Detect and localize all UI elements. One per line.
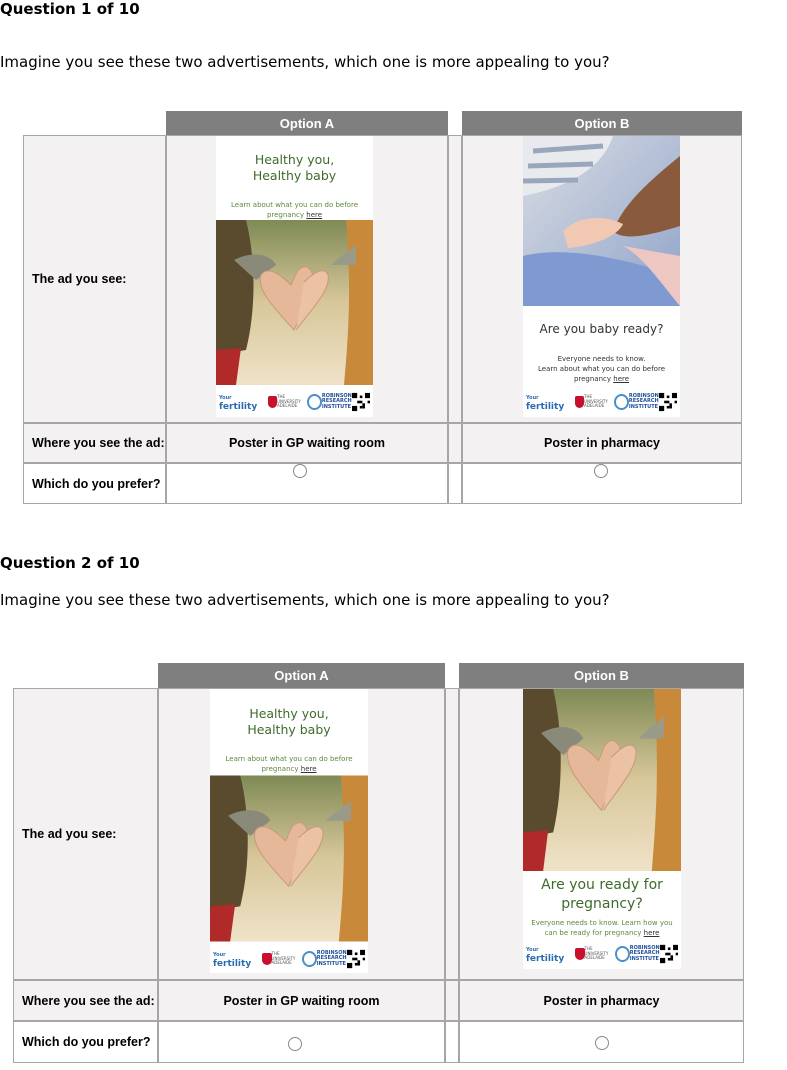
adelaide-logo-text: THE UNIVERSITY ADELAIDE bbox=[584, 946, 609, 961]
qr-code-icon bbox=[352, 392, 370, 412]
poster-logos bbox=[216, 389, 373, 415]
headline-line: Healthy baby bbox=[247, 722, 331, 738]
qr-code-icon bbox=[660, 944, 678, 964]
q1-poster-a bbox=[216, 136, 373, 417]
spacer-cell bbox=[448, 135, 462, 423]
heart-hands-photo bbox=[210, 775, 368, 942]
baby-hand-photo bbox=[523, 136, 680, 306]
your-fertility-logo: Your fertility bbox=[526, 395, 565, 412]
adelaide-logo-text: THE UNIVERSITY ADELAIDE bbox=[271, 951, 296, 966]
question-2-prompt: Imagine you see these two advertisements, which one is more appealing to you? bbox=[0, 591, 610, 609]
question-1-title: Question 1 of 10 bbox=[0, 0, 140, 18]
robinson-ring-icon bbox=[307, 394, 322, 410]
robinson-ring-icon bbox=[302, 951, 317, 967]
poster-link[interactable]: here bbox=[613, 374, 630, 383]
row-label-text: The ad you see: bbox=[22, 827, 117, 841]
subtext-line: pregnancy bbox=[573, 374, 612, 383]
subtext-line: can be ready for pregnancy bbox=[544, 928, 642, 937]
headline-line: Healthy you, bbox=[254, 152, 335, 167]
prefer-cell-a bbox=[166, 463, 448, 504]
row-label-where bbox=[23, 423, 166, 463]
adelaide-crest-icon bbox=[262, 953, 271, 965]
q1-option-a-radio[interactable] bbox=[293, 464, 307, 478]
subtext-line: pregnancy bbox=[266, 210, 305, 219]
adelaide-crest-icon bbox=[575, 948, 584, 960]
row-label-prefer bbox=[13, 1021, 158, 1063]
location-b bbox=[459, 980, 744, 1021]
qr-code-icon bbox=[347, 949, 365, 969]
your-fertility-logo: Your fertility bbox=[213, 952, 252, 969]
location-b bbox=[462, 423, 742, 463]
poster-subtext bbox=[216, 201, 373, 221]
q2-poster-a bbox=[210, 689, 368, 973]
adelaide-crest-icon bbox=[575, 396, 584, 408]
q2-option-b-radio[interactable] bbox=[595, 1036, 609, 1050]
subtext-line: Everyone needs to know. bbox=[557, 355, 646, 363]
q2-poster-b bbox=[523, 689, 681, 969]
spacer-cell bbox=[445, 980, 459, 1021]
spacer-cell bbox=[448, 423, 462, 463]
headline-line: Healthy baby bbox=[252, 168, 337, 184]
headline-line: Healthy you, bbox=[249, 706, 329, 721]
robinson-ring-icon bbox=[614, 394, 629, 410]
poster-headline bbox=[523, 876, 681, 914]
poster-headline bbox=[210, 706, 368, 739]
question-2-title: Question 2 of 10 bbox=[0, 554, 140, 572]
spacer-cell bbox=[445, 688, 459, 980]
q1-option-b-radio[interactable] bbox=[594, 464, 608, 478]
headline-line: Are you ready for bbox=[541, 877, 663, 893]
option-a-header: Option A bbox=[166, 111, 448, 135]
row-label-ad bbox=[13, 688, 158, 980]
poster-logos bbox=[523, 389, 680, 415]
robinson-ring-icon bbox=[615, 946, 630, 962]
poster-subtext bbox=[523, 355, 680, 384]
location-a bbox=[166, 423, 448, 463]
poster-logos bbox=[210, 946, 368, 972]
location-text: Poster in GP waiting room bbox=[228, 436, 386, 450]
q1-poster-b bbox=[523, 136, 680, 417]
row-label-text: Where you see the ad: bbox=[32, 436, 165, 450]
robinson-logo-text: ROBINSON RESEARCH INSTITUTE bbox=[628, 393, 659, 410]
subtext-line: Learn about what you can do before bbox=[231, 201, 358, 209]
subtext-line: Everyone needs to know. Learn how you bbox=[531, 919, 673, 927]
poster-link[interactable]: here bbox=[306, 210, 323, 219]
row-label-where bbox=[13, 980, 158, 1021]
q2-option-a-radio[interactable] bbox=[288, 1037, 302, 1051]
headline-line: pregnancy? bbox=[561, 895, 643, 912]
spacer-cell bbox=[445, 1021, 459, 1063]
row-label-ad bbox=[23, 135, 166, 423]
row-label-text: The ad you see: bbox=[32, 272, 127, 286]
poster-link[interactable]: here bbox=[643, 928, 660, 937]
spacer-cell bbox=[448, 463, 462, 504]
option-b-header: Option B bbox=[462, 111, 742, 135]
adelaide-logo-text: THE UNIVERSITY ADELAIDE bbox=[584, 394, 608, 409]
qr-code-icon bbox=[659, 392, 677, 412]
poster-headline bbox=[216, 152, 373, 185]
poster-headline: Are you baby ready? bbox=[539, 322, 664, 336]
poster-subtext bbox=[523, 919, 681, 939]
option-b-header: Option B bbox=[459, 663, 744, 688]
robinson-logo-text: ROBINSON RESEARCH INSTITUTE bbox=[629, 945, 660, 962]
heart-hands-photo bbox=[216, 220, 373, 385]
poster-logos bbox=[523, 942, 681, 966]
subtext-line: pregnancy bbox=[261, 764, 299, 773]
poster-subtext bbox=[210, 755, 368, 775]
location-text: Poster in pharmacy bbox=[543, 436, 660, 450]
row-label-text: Which do you prefer? bbox=[32, 476, 161, 491]
your-fertility-logo: Your fertility bbox=[219, 395, 258, 412]
robinson-logo-text: ROBINSON RESEARCH INSTITUTE bbox=[316, 950, 347, 967]
subtext-line: Learn about what you can do before bbox=[538, 364, 665, 373]
location-text: Poster in pharmacy bbox=[543, 993, 660, 1008]
location-a bbox=[158, 980, 445, 1021]
adelaide-logo-text: THE UNIVERSITY ADELAIDE bbox=[277, 394, 301, 409]
option-a-header: Option A bbox=[158, 663, 445, 688]
row-label-prefer bbox=[23, 463, 166, 504]
adelaide-crest-icon bbox=[268, 396, 277, 408]
poster-link[interactable]: here bbox=[300, 764, 317, 773]
row-label-text: Where you see the ad: bbox=[22, 993, 155, 1008]
row-label-text: Which do you prefer? bbox=[22, 1035, 151, 1049]
question-1-prompt: Imagine you see these two advertisements, which one is more appealing to you? bbox=[0, 53, 610, 71]
your-fertility-logo: Your fertility bbox=[526, 947, 565, 964]
heart-hands-photo bbox=[523, 689, 681, 871]
subtext-line: Learn about what you can do before bbox=[225, 755, 353, 763]
location-text: Poster in GP waiting room bbox=[223, 993, 380, 1008]
robinson-logo-text: ROBINSON RESEARCH INSTITUTE bbox=[321, 393, 352, 410]
